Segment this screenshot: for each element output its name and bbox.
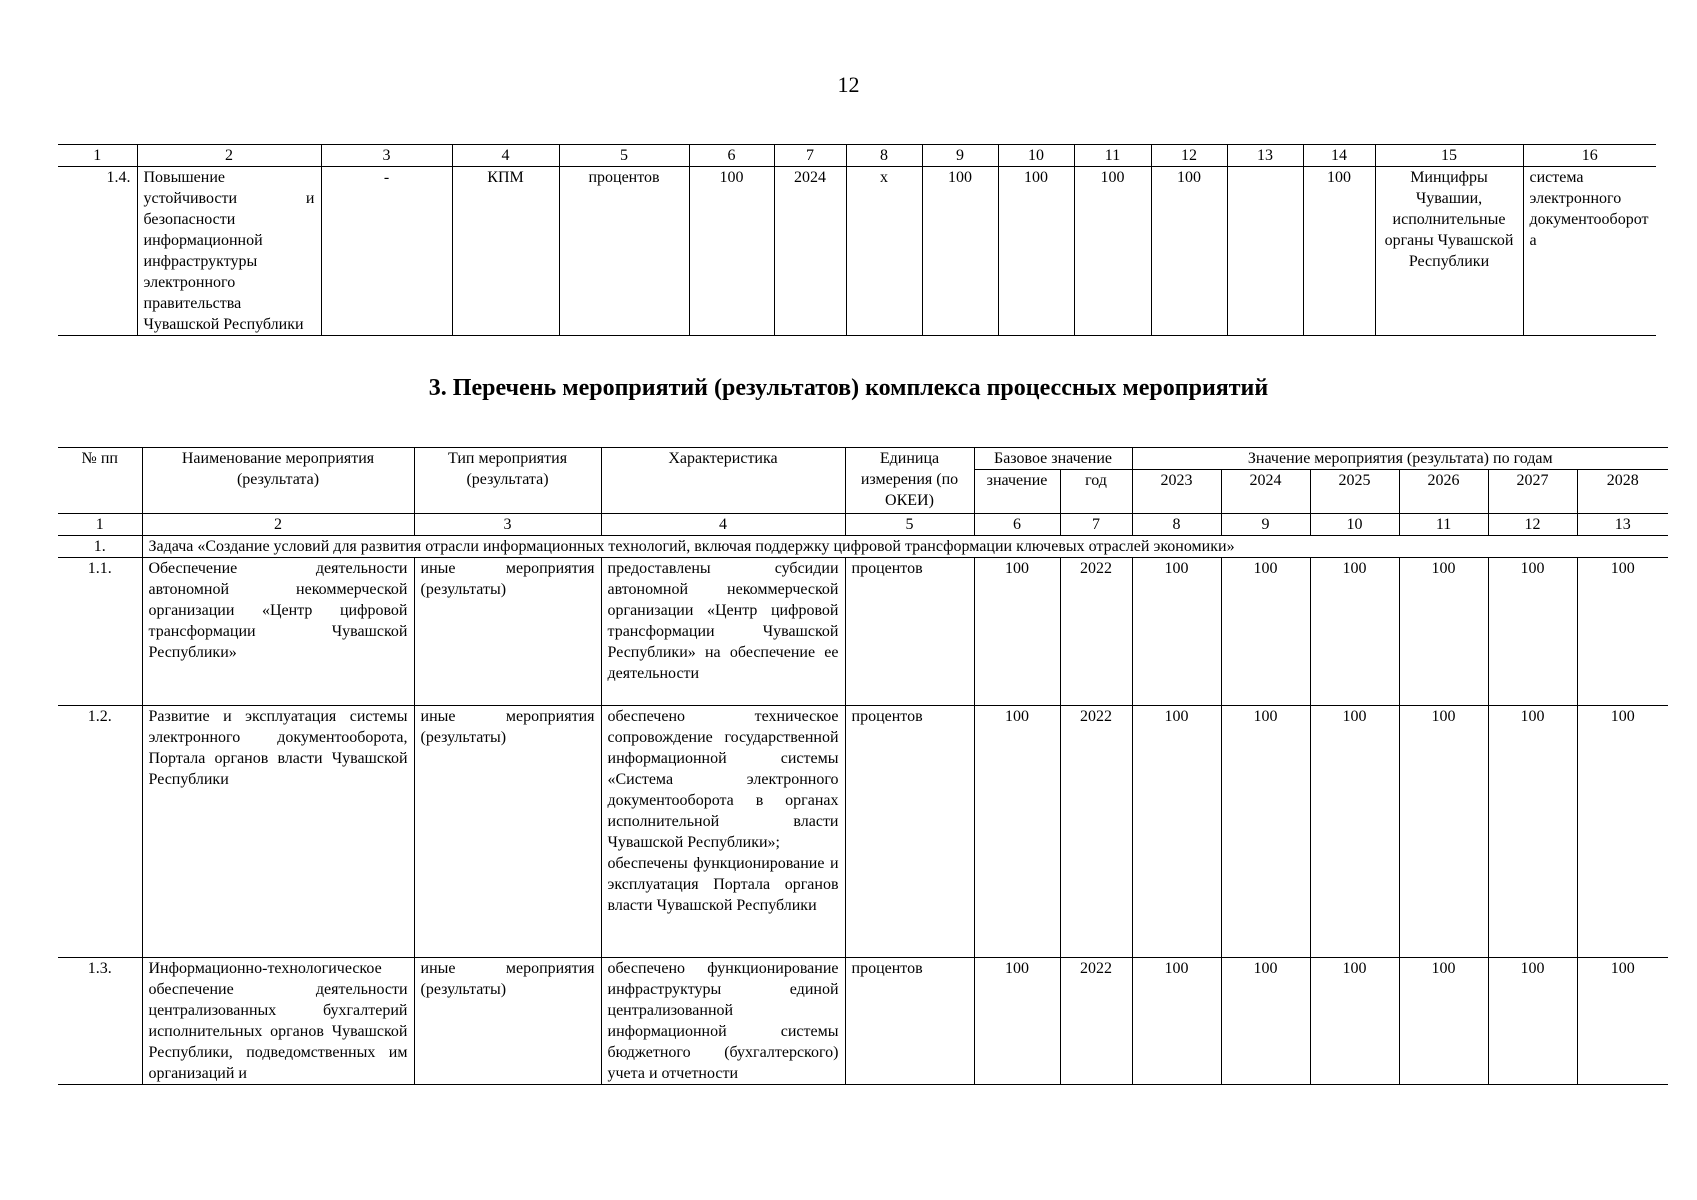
column-number: 5 — [559, 145, 689, 167]
cell: 100 — [1303, 167, 1375, 336]
column-number: 6 — [689, 145, 774, 167]
row-value: 100 — [1132, 958, 1221, 1085]
task-number: 1. — [58, 536, 142, 558]
row-type: иные мероприятия (результаты) — [414, 958, 601, 1085]
header-by-years: Значение мероприятия (результата) по годам — [1132, 448, 1668, 470]
column-number: 15 — [1375, 145, 1523, 167]
column-number: 10 — [1310, 514, 1399, 536]
header-base: Базовое значение — [974, 448, 1132, 470]
row-value: 100 — [1132, 706, 1221, 958]
row-name: Информационно-технологическое обеспечение деятельности централизованных бухгалтерий исполнительных органов Чувашской Республики, подведомственных им организаций и — [142, 958, 414, 1085]
header-year: 2024 — [1221, 470, 1310, 514]
column-number: 4 — [601, 514, 845, 536]
row-unit: процентов — [845, 958, 974, 1085]
row-characteristic-extra: обеспечены функционирование и эксплуатация Портала органов власти Чувашской Республики — [607, 855, 839, 914]
row-value: 100 — [1488, 558, 1577, 706]
column-number: 14 — [1303, 145, 1375, 167]
row-number: 1.1. — [58, 558, 142, 706]
header-year: 2027 — [1488, 470, 1577, 514]
header-num: № пп — [58, 448, 142, 514]
responsible-cell: Минцифры Чувашии, исполнительные органы Чувашской Республики — [1375, 167, 1523, 336]
row-value: 100 — [1399, 706, 1488, 958]
task-row — [58, 536, 1668, 558]
row-value: 100 — [1310, 558, 1399, 706]
row-value: 100 — [1221, 558, 1310, 706]
cell: 2024 — [774, 167, 846, 336]
table-row — [58, 958, 1668, 1085]
row-value: 100 — [1577, 958, 1668, 1085]
row-unit: процентов — [845, 558, 974, 706]
row-name: Развитие и эксплуатация системы электронного документооборота, Портала органов власти Чувашской Республики — [142, 706, 414, 958]
header-year: 2026 — [1399, 470, 1488, 514]
column-number: 7 — [1060, 514, 1132, 536]
row-number: 1.3. — [58, 958, 142, 1085]
row-value: 100 — [1399, 558, 1488, 706]
row-value: 100 — [1488, 958, 1577, 1085]
cell: КПМ — [452, 167, 559, 336]
row-base-year: 2022 — [1060, 558, 1132, 706]
column-number: 8 — [846, 145, 922, 167]
row-characteristic: обеспечено техническое сопровождение государственной информационной системы «Система электронного документооборота в органах исполнительной власти Чувашской Республики»; — [607, 708, 839, 851]
header-row — [58, 448, 1668, 470]
row-base-year: 2022 — [1060, 706, 1132, 958]
page-number: 12 — [837, 72, 860, 97]
header-unit: Единица измерения (по ОКЕИ) — [845, 448, 974, 514]
cell: - — [321, 167, 452, 336]
table-row — [58, 706, 1668, 958]
indicators-table — [58, 144, 1656, 336]
row-base-value: 100 — [974, 558, 1060, 706]
header-year: 2023 — [1132, 470, 1221, 514]
column-number: 1 — [58, 145, 137, 167]
column-number: 1 — [58, 514, 142, 536]
cell: х — [846, 167, 922, 336]
header-year: 2028 — [1577, 470, 1668, 514]
row-value: 100 — [1310, 958, 1399, 1085]
header-base-year: год — [1060, 470, 1132, 514]
column-number: 6 — [974, 514, 1060, 536]
column-number: 11 — [1399, 514, 1488, 536]
row-value: 100 — [1221, 706, 1310, 958]
row-value: 100 — [1488, 706, 1577, 958]
row-value: 100 — [1132, 558, 1221, 706]
cell — [1227, 167, 1303, 336]
table-row — [58, 167, 1656, 336]
column-number: 12 — [1488, 514, 1577, 536]
row-value: 100 — [1577, 558, 1668, 706]
column-number: 16 — [1523, 145, 1656, 167]
column-number: 4 — [452, 145, 559, 167]
row-base-value: 100 — [974, 958, 1060, 1085]
column-number: 11 — [1074, 145, 1151, 167]
column-number: 13 — [1227, 145, 1303, 167]
header-type: Тип мероприятия (результата) — [414, 448, 601, 514]
header-characteristic: Характеристика — [601, 448, 845, 514]
column-number: 10 — [998, 145, 1074, 167]
row-value: 100 — [1310, 706, 1399, 958]
header-name: Наименование мероприятия (результата) — [142, 448, 414, 514]
row-type: иные мероприятия (результаты) — [414, 558, 601, 706]
task-text: Задача «Создание условий для развития отрасли информационных технологий, включая поддержку цифровой трансформации ключевых отраслей экономики» — [142, 536, 1668, 558]
row-number: 1.4. — [58, 167, 137, 336]
cell: 100 — [998, 167, 1074, 336]
row-name: Обеспечение деятельности автономной некоммерческой организации «Центр цифровой трансформации Чувашской Республики» — [142, 558, 414, 706]
header-base-value: значение — [974, 470, 1060, 514]
column-number: 2 — [137, 145, 321, 167]
row-characteristic-cell — [601, 706, 845, 958]
column-number: 7 — [774, 145, 846, 167]
row-number: 1.2. — [58, 706, 142, 958]
cell: 100 — [1074, 167, 1151, 336]
table-row — [58, 558, 1668, 706]
info-system-cell: система электронного документооборота — [1523, 167, 1656, 336]
column-number: 3 — [321, 145, 452, 167]
row-characteristic: обеспечено функционирование инфраструктуры единой централизованной информационной системы бюджетного (бухгалтерского) учета и отчетности — [601, 958, 845, 1085]
row-base-value: 100 — [974, 706, 1060, 958]
cell: 100 — [689, 167, 774, 336]
column-number: 8 — [1132, 514, 1221, 536]
column-number: 12 — [1151, 145, 1227, 167]
row-unit: процентов — [845, 706, 974, 958]
activities-table — [58, 447, 1668, 1085]
row-type: иные мероприятия (результаты) — [414, 706, 601, 958]
row-value: 100 — [1577, 706, 1668, 958]
row-value: 100 — [1399, 958, 1488, 1085]
cell: процентов — [559, 167, 689, 336]
cell: 100 — [1151, 167, 1227, 336]
header-year: 2025 — [1310, 470, 1399, 514]
column-number: 2 — [142, 514, 414, 536]
column-number: 3 — [414, 514, 601, 536]
column-number: 9 — [922, 145, 998, 167]
section-title: 3. Перечень мероприятий (результатов) комплекса процессных мероприятий — [428, 375, 1269, 401]
cell: 100 — [922, 167, 998, 336]
column-number: 9 — [1221, 514, 1310, 536]
row-value: 100 — [1221, 958, 1310, 1085]
row-base-year: 2022 — [1060, 958, 1132, 1085]
column-number: 5 — [845, 514, 974, 536]
row-name: Повышение устойчивости и безопасности информационной инфраструктуры электронного правительства Чувашской Республики — [137, 167, 321, 336]
column-number-row — [58, 514, 1668, 536]
column-number-row — [58, 145, 1656, 167]
column-number: 13 — [1577, 514, 1668, 536]
row-characteristic: предоставлены субсидии автономной некоммерческой организации «Центр цифровой трансформации Чувашской Республики» на обеспечение ее деятельности — [601, 558, 845, 706]
